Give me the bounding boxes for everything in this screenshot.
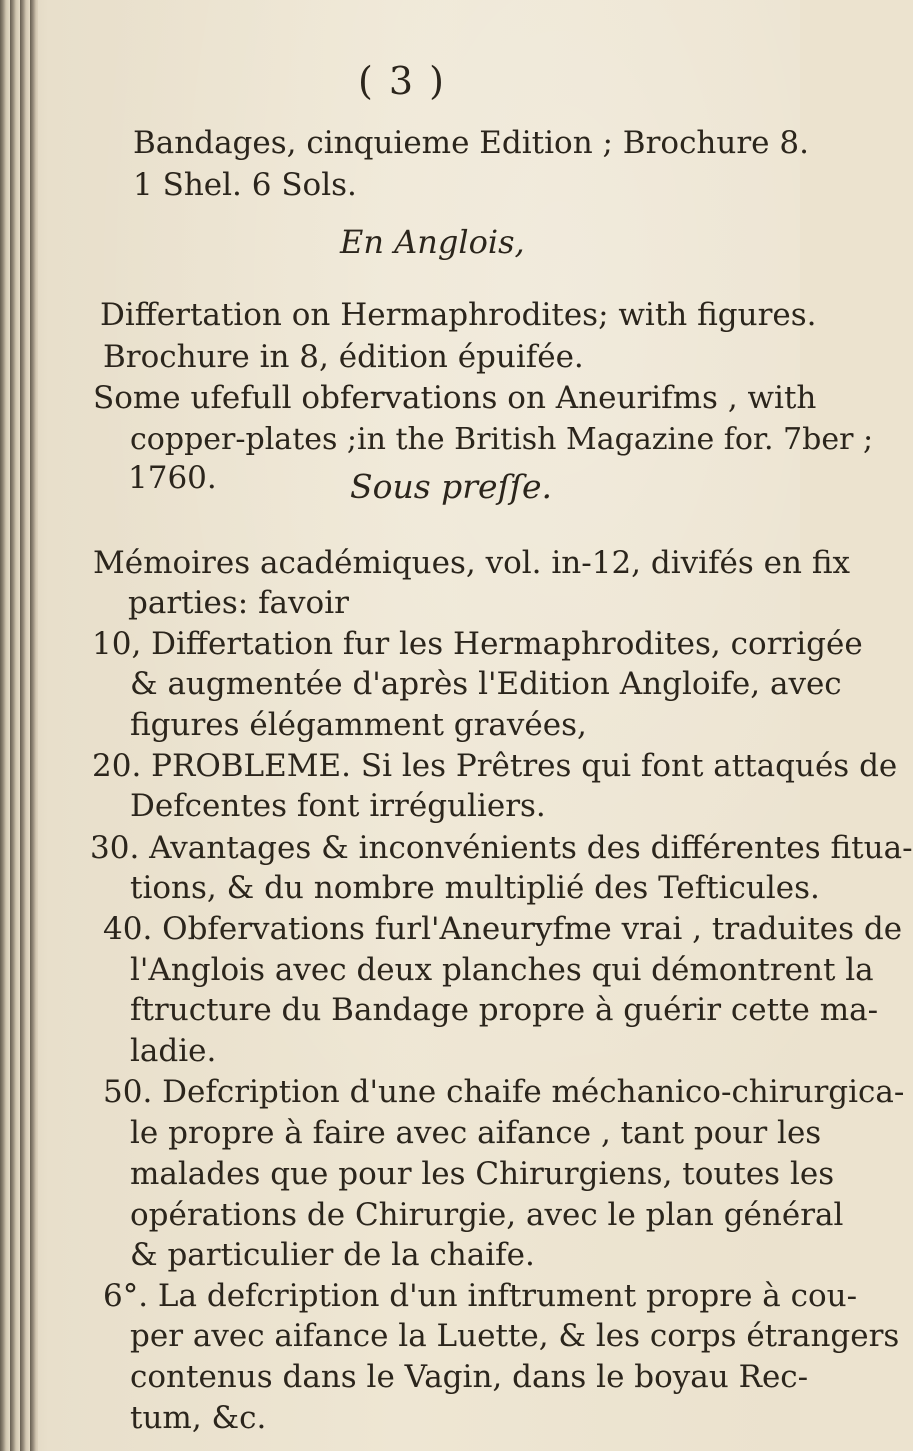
press-line-13: ladie. <box>130 1033 217 1069</box>
press-line-19: 6°. La defcription d'un inftrument propre à cou- <box>103 1278 858 1314</box>
english-line-2: Brochure in 8, édition épuifée. <box>103 339 584 375</box>
english-line-4: copper-plates ;in the British Magazine for. 7ber ; <box>130 422 874 457</box>
press-line-15: le propre à faire avec aifance , tant pour les <box>130 1115 822 1151</box>
page-number: ( 3 ) <box>358 59 446 103</box>
press-line-6: 20. PROBLEME. Si les Prêtres qui font attaqués de <box>92 748 898 784</box>
press-line-22: tum, &c. <box>130 1400 267 1436</box>
press-line-12: ftructure du Bandage propre à guérir cette ma- <box>130 992 879 1028</box>
press-line-21: contenus dans le Vagin, dans le boyau Rec- <box>130 1359 809 1395</box>
english-line-3: Some ufefull obfervations on Aneurifms , with <box>93 380 817 416</box>
press-line-18: & particulier de la chaife. <box>130 1237 535 1273</box>
opening-line-2: 1 Shel. 6 Sols. <box>133 167 357 203</box>
press-line-3: 10, Differtation fur les Hermaphrodites, corrigée <box>92 626 863 662</box>
section-heading-english: En Anglois, <box>340 223 525 261</box>
section-heading-press: Sous preſſe. <box>350 467 553 506</box>
press-line-14: 50. Defcription d'une chaife méchanico-chirurgica- <box>103 1074 905 1110</box>
opening-line-1: Bandages, cinquieme Edition ; Brochure 8. <box>133 125 809 161</box>
press-line-16: malades que pour les Chirurgiens, toutes les <box>130 1156 835 1192</box>
press-line-8: 30. Avantages & inconvénients des différentes fitua- <box>90 830 913 866</box>
press-line-5: figures élégamment gravées, <box>130 707 587 743</box>
press-line-11: l'Anglois avec deux planches qui démontrent la <box>130 952 874 988</box>
english-line-1: Differtation on Hermaphrodites; with figures. <box>100 297 817 333</box>
press-line-17: opérations de Chirurgie, avec le plan général <box>130 1197 844 1233</box>
press-line-2: parties: favoir <box>128 585 349 621</box>
press-line-9: tions, & du nombre multiplié des Tefticules. <box>130 870 820 906</box>
press-line-1: Mémoires académiques, vol. in-12, divifés en fix <box>93 545 850 581</box>
press-line-4: & augmentée d'après l'Edition Angloife, avec <box>130 666 842 702</box>
press-line-10: 40. Obfervations furl'Aneuryfme vrai , traduites de <box>103 911 903 947</box>
book-binding-edge <box>0 0 38 1451</box>
press-line-20: per avec aifance la Luette, & les corps étrangers <box>130 1318 900 1354</box>
press-line-7: Defcentes font irréguliers. <box>130 788 546 824</box>
english-line-5: 1760. <box>128 460 217 496</box>
